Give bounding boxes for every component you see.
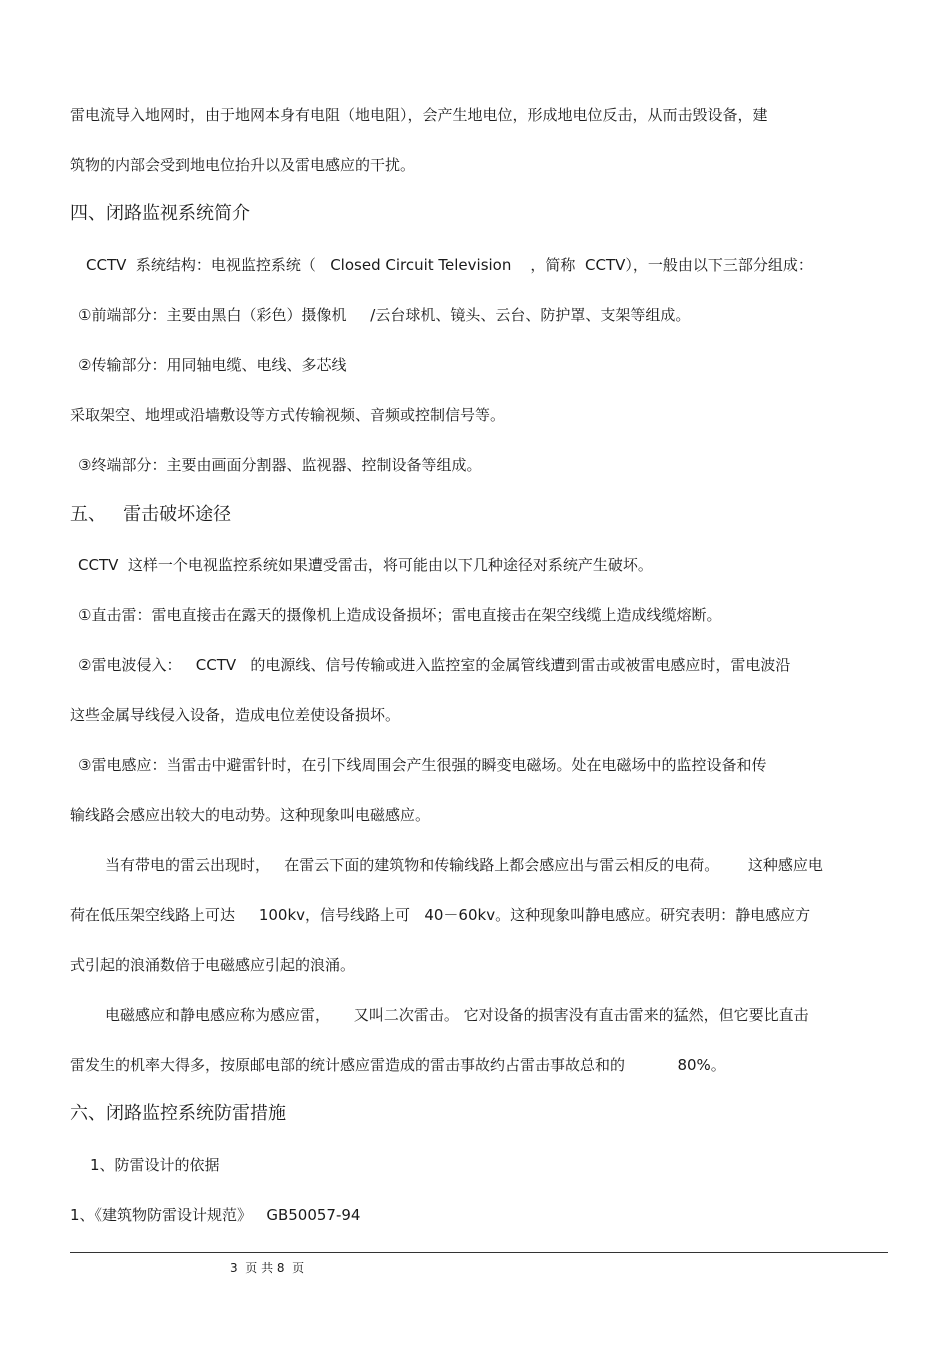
paragraph-line: 输线路会感应出较大的电动势。这种现象叫电磁感应。	[70, 806, 431, 824]
reference-item: 1、《建筑物防雷设计规范》 GB50057-94	[70, 1206, 361, 1224]
section-heading-5: 五、 雷击破坏途径	[70, 504, 232, 525]
list-item-induction: ③雷电感应：当雷击中避雷针时，在引下线周围会产生很强的瞬变电磁场。处在电磁场中的监控设备和传	[78, 756, 767, 774]
list-item-transmission: ②传输部分：用同轴电缆、电线、多芯线	[78, 356, 347, 374]
paragraph-line: 当有带电的雷云出现时， 在雷云下面的建筑物和传输线路上都会感应出与雷云相反的电荷。 这种感应电	[105, 856, 823, 874]
subsection-heading: 1、防雷设计的依据	[90, 1156, 220, 1174]
paragraph-line: 电磁感应和静电感应称为感应雷， 又叫二次雷击。 它对设备的损害没有直击雷来的猛然，但它要比直击	[105, 1006, 809, 1024]
footer-divider	[70, 1252, 888, 1253]
section-heading-6: 六、闭路监控系统防雷措施	[70, 1103, 286, 1124]
paragraph-line: CCTV 这样一个电视监控系统如果遭受雷击，将可能由以下几种途径对系统产生破坏。	[78, 556, 653, 574]
paragraph-line: 雷发生的机率大得多，按原邮电部的统计感应雷造成的雷击事故约占雷击事故总和的 80%。	[70, 1056, 726, 1074]
page-number: 3 页 共 8 页	[230, 1261, 305, 1275]
paragraph-line: 采取架空、地埋或沿墙敷设等方式传输视频、音频或控制信号等。	[70, 406, 506, 424]
section-heading-4: 四、闭路监视系统简介	[70, 203, 250, 224]
list-item-front-end: ①前端部分：主要由黑白（彩色）摄像机 /云台球机、镜头、云台、防护罩、支架等组成。	[78, 306, 691, 324]
list-item-wave-intrusion: ②雷电波侵入： CCTV 的电源线、信号传输或进入监控室的金属管线遭到雷击或被雷电感应时，雷电波沿	[78, 656, 791, 674]
paragraph-line: 这些金属导线侵入设备，造成电位差使设备损坏。	[70, 706, 401, 724]
list-item-terminal: ③终端部分：主要由画面分割器、监视器、控制设备等组成。	[78, 456, 482, 474]
paragraph-line: 筑物的内部会受到地电位抬升以及雷电感应的干扰。	[70, 156, 416, 174]
paragraph-line: 式引起的浪涌数倍于电磁感应引起的浪涌。	[70, 956, 356, 974]
paragraph-line: 荷在低压架空线路上可达 100kv，信号线路上可 40－60kv。这种现象叫静电感应。研究表明：静电感应方	[70, 906, 811, 924]
paragraph-line: 雷电流导入地网时，由于地网本身有电阻（地电阻），会产生地电位，形成地电位反击，从而击毁设备，建	[70, 106, 768, 124]
list-item-direct-strike: ①直击雷：雷电直接击在露天的摄像机上造成设备损坏；雷电直接击在架空线缆上造成线缆熔断。	[78, 606, 722, 624]
paragraph-line: CCTV 系统结构：电视监控系统（ Closed Circuit Television ，简称 CCTV），一般由以下三部分组成：	[86, 256, 813, 274]
